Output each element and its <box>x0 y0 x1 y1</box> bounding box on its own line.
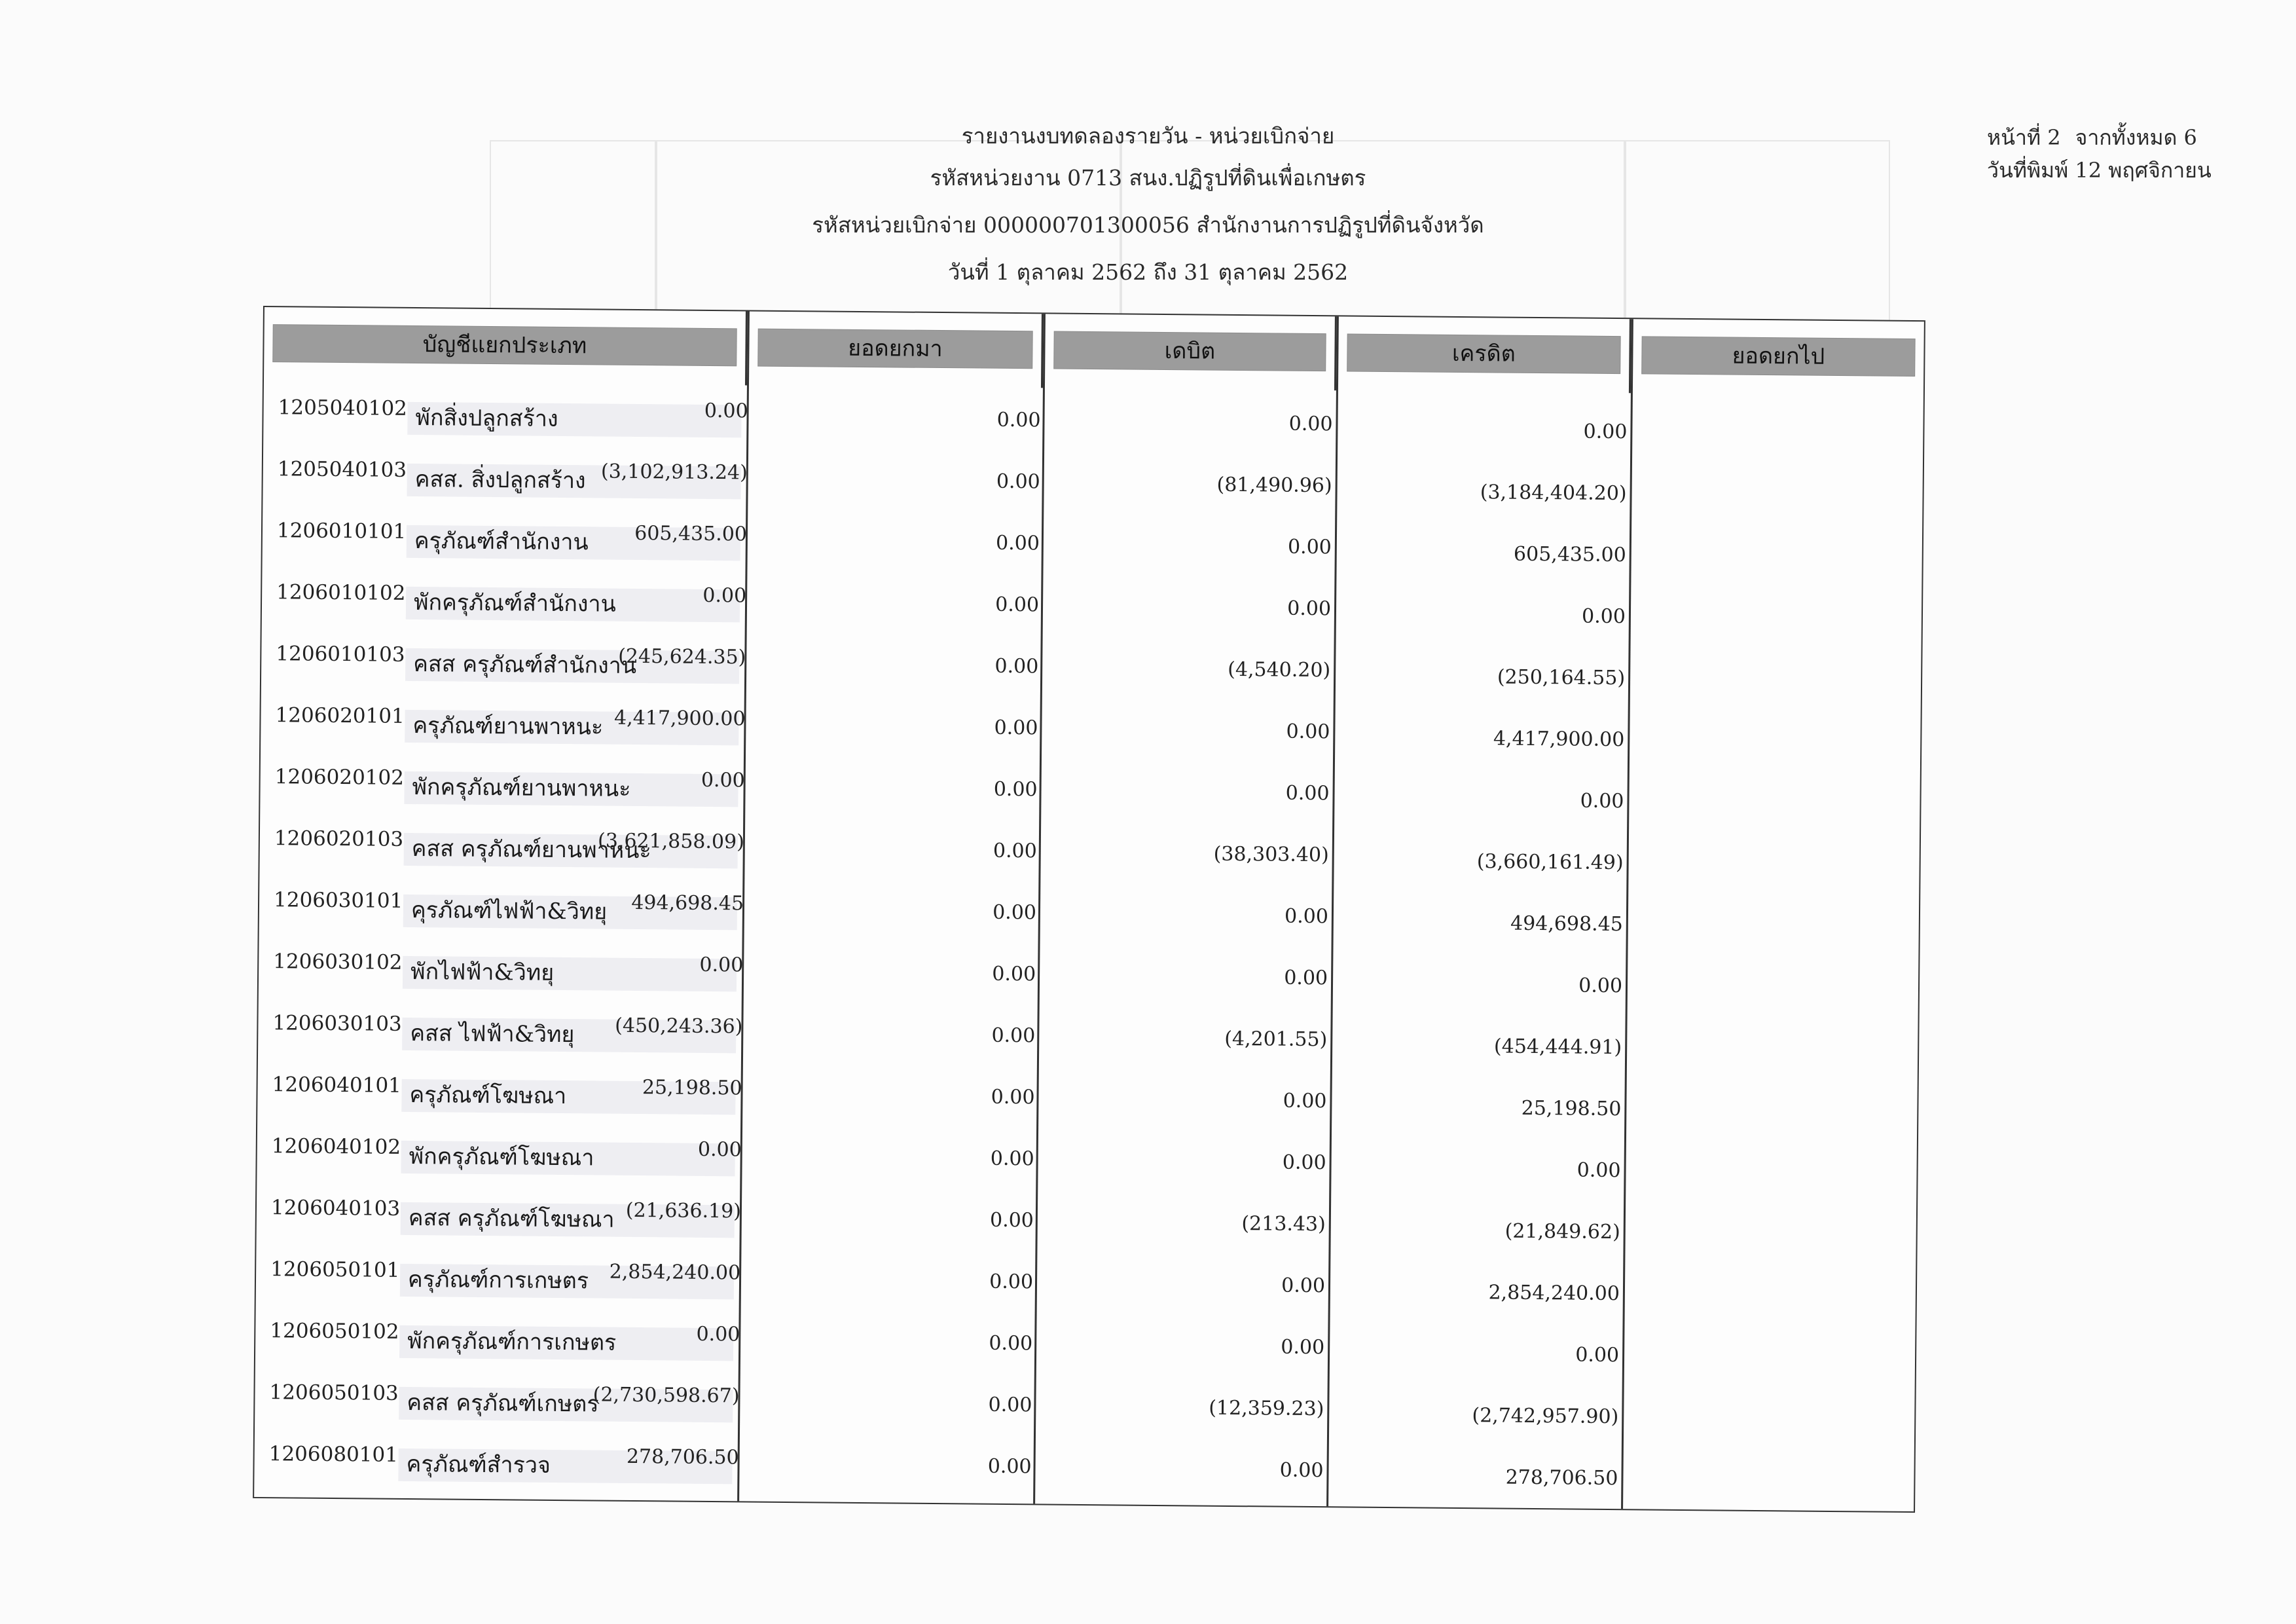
account-name: พักครุภัณฑ์โฆษณา <box>409 1143 594 1172</box>
debit-value: 0.00 <box>993 777 1038 802</box>
brought-forward-value: 0.00 <box>696 1322 740 1346</box>
carried-forward-value: 2,854,240.00 <box>1488 1281 1620 1306</box>
credit-value: 0.00 <box>1288 412 1333 436</box>
account-code: 1205040102 <box>278 396 408 420</box>
debit-value: 0.00 <box>995 531 1040 555</box>
credit-value: 0.00 <box>1284 966 1328 990</box>
page-info <box>1987 121 2212 187</box>
credit-value: (213.43) <box>1241 1212 1326 1236</box>
debit-value: 0.00 <box>993 900 1037 925</box>
account-code: 1206010103 <box>276 642 405 667</box>
carried-forward-value: 25,198.50 <box>1521 1096 1622 1121</box>
debit-value: 0.00 <box>989 1208 1034 1232</box>
debit-value: 0.00 <box>991 1085 1035 1109</box>
account-code: 1205040103 <box>277 457 407 482</box>
account-code: 1206050101 <box>270 1257 400 1282</box>
credit-value: 0.00 <box>1284 904 1329 929</box>
brought-forward-value: 0.00 <box>702 583 747 608</box>
account-name: คสส. สิ่งปลูกสร้าง <box>414 466 586 494</box>
page-number: หน้าที่ 2 <box>1987 125 2061 150</box>
brought-forward-value: 494,698.45 <box>631 891 744 915</box>
credit-value: (81,490.96) <box>1216 473 1332 498</box>
brought-forward-value: 278,706.50 <box>626 1445 739 1469</box>
account-name: คสส ครุภัณฑ์โฆษณา <box>408 1204 615 1233</box>
account-code: 1206020103 <box>274 826 404 851</box>
carried-forward-value: (2,742,957.90) <box>1472 1404 1619 1429</box>
account-code: 1206030101 <box>273 888 403 913</box>
debit-value: 0.00 <box>989 1270 1034 1294</box>
debit-value: 0.00 <box>994 716 1038 740</box>
account-name: คสส ครุภัณฑ์เกษตร <box>407 1389 599 1418</box>
debit-value: 0.00 <box>996 408 1041 432</box>
credit-value: 0.00 <box>1287 535 1332 559</box>
account-name: ครุภัณฑ์สำนักงาน <box>414 528 589 556</box>
account-code: 1206010101 <box>276 519 407 544</box>
carried-forward-value: (3,184,404.20) <box>1480 481 1627 506</box>
report-header <box>0 113 2296 296</box>
credit-value: 0.00 <box>1287 597 1332 621</box>
account-name: พักไฟฟ้า&วิทยุ <box>410 959 555 986</box>
account-name: คสส ครุภัณฑ์ยานพาหนะ <box>411 836 651 864</box>
column-header-carried-forward: ยอดยกไป <box>1633 319 1924 396</box>
account-code: 1206030102 <box>273 950 403 974</box>
credit-value: 0.00 <box>1279 1458 1324 1483</box>
account-code: 1206010102 <box>276 580 406 605</box>
account-name: พักสิ่งปลูกสร้าง <box>415 405 558 432</box>
account-code: 1206050103 <box>269 1380 399 1405</box>
page-total: จากทั้งหมด 6 <box>2075 125 2197 150</box>
debit-value: 0.00 <box>990 1147 1034 1171</box>
account-code: 1206040102 <box>271 1134 401 1159</box>
account-name: ครุภัณฑ์ยานพาหนะ <box>412 712 604 741</box>
brought-forward-value: (3,102,913.24) <box>600 460 748 485</box>
account-code: 1206030103 <box>272 1011 402 1036</box>
debit-value: 0.00 <box>992 962 1036 986</box>
report-period: วันที่ 1 ตุลาคม 2562 ถึง 31 ตุลาคม 2562 <box>947 259 1349 285</box>
column-header-ledger: บัญชีแยกประเภท <box>264 307 748 385</box>
brought-forward-value: 25,198.50 <box>642 1076 742 1100</box>
credit-value: (4,540.20) <box>1228 657 1331 682</box>
brought-forward-value: (3,621,858.09) <box>597 829 745 854</box>
carried-forward-value: 494,698.45 <box>1510 912 1623 936</box>
print-date: วันที่พิมพ์ 12 พฤศจิกายน <box>1987 158 2212 183</box>
account-name: ครุภัณฑ์การเกษตร <box>407 1266 589 1295</box>
account-code: 1206080101 <box>268 1442 399 1467</box>
column-header-brought-forward: ยอดยกมา <box>749 311 1044 388</box>
brought-forward-value: 605,435.00 <box>634 521 748 546</box>
debit-value: 0.00 <box>987 1454 1032 1479</box>
carried-forward-value: 278,706.50 <box>1505 1466 1618 1490</box>
carried-forward-value: 0.00 <box>1581 604 1626 629</box>
brought-forward-value: (450,243.36) <box>615 1014 743 1039</box>
credit-value: 0.00 <box>1285 781 1330 805</box>
report-title: รายงานงบทดลองรายวัน - หน่วยเบิกจ่าย <box>961 123 1335 149</box>
brought-forward-value: (21,636.19) <box>625 1198 742 1223</box>
debit-value: 0.00 <box>988 1393 1032 1417</box>
credit-value: 0.00 <box>1281 1274 1326 1298</box>
brought-forward-value: 2,854,240.00 <box>609 1260 741 1285</box>
agency-code: รหัสหน่วยงาน 0713 สนง.ปฏิรูปที่ดินเพื่อเกษตร <box>930 165 1366 191</box>
carried-forward-value: 0.00 <box>1578 974 1623 998</box>
debit-value: 0.00 <box>995 593 1040 617</box>
brought-forward-value: 0.00 <box>704 399 748 423</box>
account-name: พักครุภัณฑ์สำนักงาน <box>413 589 617 618</box>
credit-value: 0.00 <box>1282 1151 1326 1175</box>
credit-value: (38,303.40) <box>1213 842 1329 867</box>
debit-value: 0.00 <box>991 1024 1036 1048</box>
debit-value: 0.00 <box>994 654 1039 678</box>
column-header-debit: เดบิต <box>1045 314 1337 390</box>
account-code: 1206050102 <box>270 1319 399 1344</box>
account-code: 1206020102 <box>274 765 405 790</box>
carried-forward-value: 4,417,900.00 <box>1493 727 1625 752</box>
brought-forward-value: 0.00 <box>699 953 744 977</box>
brought-forward-value: 0.00 <box>701 768 745 792</box>
carried-forward-value: 605,435.00 <box>1513 542 1626 567</box>
column-header-credit: เครดิต <box>1338 316 1631 393</box>
account-name: ครุภัณฑ์โฆษณา <box>409 1081 567 1110</box>
brought-forward-value: 4,417,900.00 <box>613 706 746 731</box>
account-name: คุรภัณฑ์ไฟฟ้า&วิทยุ <box>410 897 608 925</box>
credit-value: 0.00 <box>1283 1089 1327 1113</box>
carried-forward-value: 0.00 <box>1580 789 1624 813</box>
account-name: คสส ไฟฟ้า&วิทยุ <box>410 1020 575 1048</box>
account-name: พักครุภัณฑ์การเกษตร <box>407 1327 617 1356</box>
account-name: คสส ครุภัณฑ์สำนักงาน <box>413 651 637 679</box>
carried-forward-value: 0.00 <box>1583 420 1628 444</box>
carried-forward-value: (3,660,161.49) <box>1476 850 1624 875</box>
brought-forward-value: 0.00 <box>697 1137 742 1162</box>
account-name: ครุภัณฑ์สำรวจ <box>406 1450 551 1479</box>
disbursement-unit: รหัสหน่วยเบิกจ่าย 000000701300056 สำนักงานการปฏิรูปที่ดินจังหวัด <box>812 212 1484 238</box>
brought-forward-value: (2,730,598.67) <box>592 1383 740 1408</box>
account-code: 1206020101 <box>275 703 405 728</box>
credit-value: 0.00 <box>1281 1335 1325 1359</box>
account-name: พักครุภัณฑ์ยานพาหนะ <box>412 774 631 802</box>
account-code: 1206040103 <box>270 1196 401 1221</box>
debit-value: 0.00 <box>989 1331 1033 1356</box>
carried-forward-value: (21,849.62) <box>1504 1219 1620 1244</box>
brought-forward-value: (245,624.35) <box>618 644 746 669</box>
carried-forward-value: 0.00 <box>1576 1158 1621 1183</box>
credit-value: (4,201.55) <box>1224 1027 1328 1052</box>
credit-value: (12,359.23) <box>1209 1396 1324 1421</box>
carried-forward-value: (250,164.55) <box>1497 665 1626 690</box>
debit-value: 0.00 <box>993 839 1037 863</box>
carried-forward-value: 0.00 <box>1575 1343 1620 1367</box>
account-code: 1206040101 <box>272 1073 402 1098</box>
debit-value: 0.00 <box>996 470 1040 494</box>
carried-forward-value: (454,444.91) <box>1493 1035 1622 1060</box>
trial-balance-table <box>253 306 1925 1513</box>
credit-value: 0.00 <box>1286 720 1330 744</box>
